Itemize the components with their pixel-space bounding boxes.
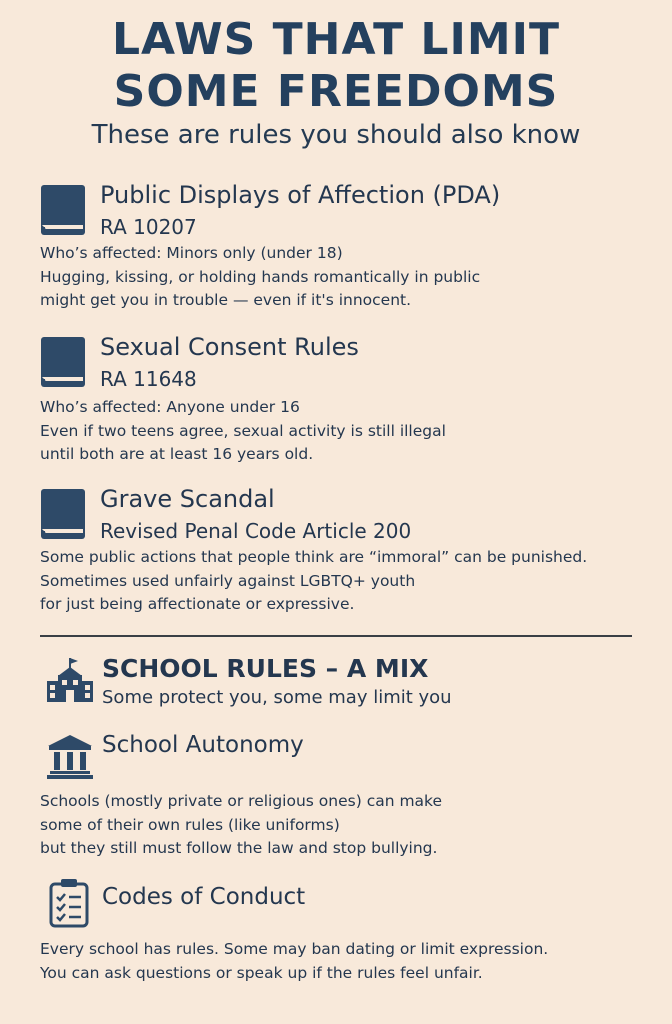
law-line: Even if two teens agree, sexual activity is still illegal [40, 421, 446, 440]
law-line: for just being affectionate or expressive. [40, 595, 355, 613]
school-rules-title: SCHOOL RULES – A MIX [102, 654, 429, 683]
institution-columns-icon [46, 732, 94, 780]
school-rules-subtitle: Some protect you, some may limit you [102, 687, 452, 708]
codes-of-conduct-description [40, 938, 548, 985]
law-line: Who’s affected: Anyone under 16 [40, 398, 300, 416]
conduct-line: You can ask questions or speak up if the rules feel unfair. [40, 963, 483, 982]
school-building-icon [46, 656, 94, 704]
law-line: Sometimes used unfairly against LGBTQ+ youth [40, 571, 416, 590]
law-code: Revised Penal Code Article 200 [100, 519, 412, 543]
codes-of-conduct-title: Codes of Conduct [102, 884, 306, 910]
section-divider [40, 635, 632, 637]
school-autonomy-title: School Autonomy [102, 732, 304, 758]
autonomy-line: some of their own rules (like uniforms) [40, 815, 340, 834]
law-line: Hugging, kissing, or holding hands romantically in public [40, 267, 481, 286]
law-line: Who’s affected: Minors only (under 18) [40, 244, 343, 262]
school-autonomy-description [40, 790, 442, 861]
law-line: might get you in trouble — even if it's innocent. [40, 291, 412, 309]
clipboard-checklist-icon [48, 878, 90, 928]
law-line: Some public actions that people think are “immoral” can be punished. [40, 548, 588, 566]
law-title: Sexual Consent Rules [100, 333, 359, 361]
title-line-2: SOME FREEDOMS [113, 66, 559, 117]
page-subtitle: These are rules you should also know [91, 120, 581, 150]
conduct-line: Every school has rules. Some may ban dating or limit expression. [40, 940, 549, 958]
law-description [40, 242, 480, 313]
law-description [40, 396, 446, 467]
law-line: until both are at least 16 years old. [40, 445, 314, 463]
page-title [0, 14, 672, 118]
book-icon [40, 336, 86, 388]
title-line-1: LAWS THAT LIMIT [111, 14, 561, 65]
law-description [40, 546, 587, 617]
autonomy-line: Schools (mostly private or religious ones) can make [40, 792, 443, 810]
law-code: RA 11648 [100, 367, 197, 391]
law-title: Public Displays of Affection (PDA) [100, 181, 501, 209]
law-title: Grave Scandal [100, 485, 275, 513]
book-icon [40, 488, 86, 540]
book-icon [40, 184, 86, 236]
law-code: RA 10207 [100, 215, 197, 239]
autonomy-line: but they still must follow the law and stop bullying. [40, 839, 438, 857]
